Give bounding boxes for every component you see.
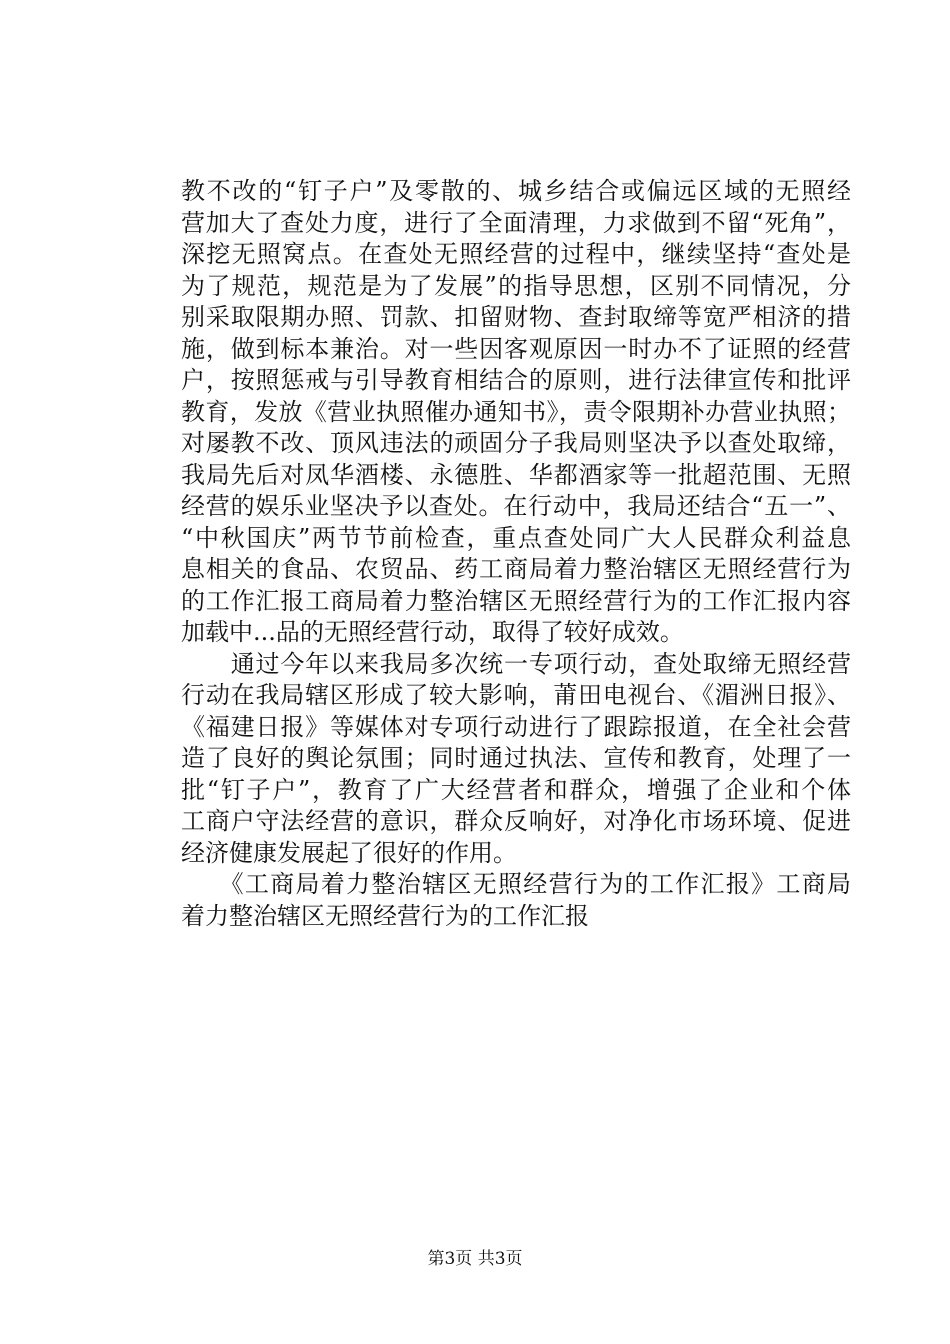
text-line: “中秋国庆”两节节前检查，重点查处同广大人民群众利益息 xyxy=(181,523,851,552)
text-line: 工商户守法经营的意识，群众反响好，对净化市场环境、促进 xyxy=(181,807,851,835)
text-line: 营加大了查处力度，进行了全面清理，力求做到不留“死角”， xyxy=(181,208,851,237)
text-line: 加载中...品的无照经营行动，取得了较好成效。 xyxy=(181,618,684,646)
text-line: 别采取限期办照、罚款、扣留财物、查封取缔等宽严相济的措 xyxy=(181,303,851,331)
text-line: 施，做到标本兼治。对一些因客观原因一时办不了证照的经营 xyxy=(181,334,851,363)
text-line: 造了良好的舆论氛围；同时通过执法、宣传和教育，处理了一 xyxy=(181,744,851,772)
text-line: 《福建日报》等媒体对专项行动进行了跟踪报道，在全社会营 xyxy=(181,712,851,741)
text-line: 经营的娱乐业坚决予以查处。在行动中，我局还结合“五一”、 xyxy=(181,492,851,520)
page-number-footer: 第3页 共3页 xyxy=(427,1249,523,1269)
text-line: 户，按照惩戒与引导教育相结合的原则，进行法律宣传和批评 xyxy=(181,366,851,394)
document-body xyxy=(181,176,851,932)
paragraph-start-line: 《工商局着力整治辖区无照经营行为的工作汇报》工商局 xyxy=(181,870,851,898)
text-line: 批“钉子户”，教育了广大经营者和群众，增强了企业和个体 xyxy=(181,775,851,804)
paragraph-start-line: 通过今年以来我局多次统一专项行动，查处取缔无照经营 xyxy=(181,649,851,678)
text-line: 教育，发放《营业执照催办通知书》，责令限期补办营业执照； xyxy=(181,397,851,426)
text-line: 行动在我局辖区形成了较大影响，莆田电视台、《湄洲日报》、 xyxy=(181,681,851,709)
text-line: 着力整治辖区无照经营行为的工作汇报 xyxy=(181,901,589,930)
text-line: 深挖无照窝点。在查处无照经营的过程中，继续坚持“查处是 xyxy=(181,240,851,268)
text-line: 的工作汇报工商局着力整治辖区无照经营行为的工作汇报内容 xyxy=(181,586,851,615)
text-line: 教不改的“钉子户”及零散的、城乡结合或偏远区域的无照经 xyxy=(181,177,851,205)
text-line: 息相关的食品、农贸品、药工商局着力整治辖区无照经营行为 xyxy=(181,555,851,583)
text-line: 经济健康发展起了很好的作用。 xyxy=(181,838,517,867)
text-line: 对屡教不改、顶风违法的顽固分子我局则坚决予以查处取缔， xyxy=(181,429,851,457)
text-line: 我局先后对凤华酒楼、永德胜、华都酒家等一批超范围、无照 xyxy=(181,460,851,489)
text-line: 为了规范，规范是为了发展”的指导思想，区别不同情况，分 xyxy=(181,271,851,300)
